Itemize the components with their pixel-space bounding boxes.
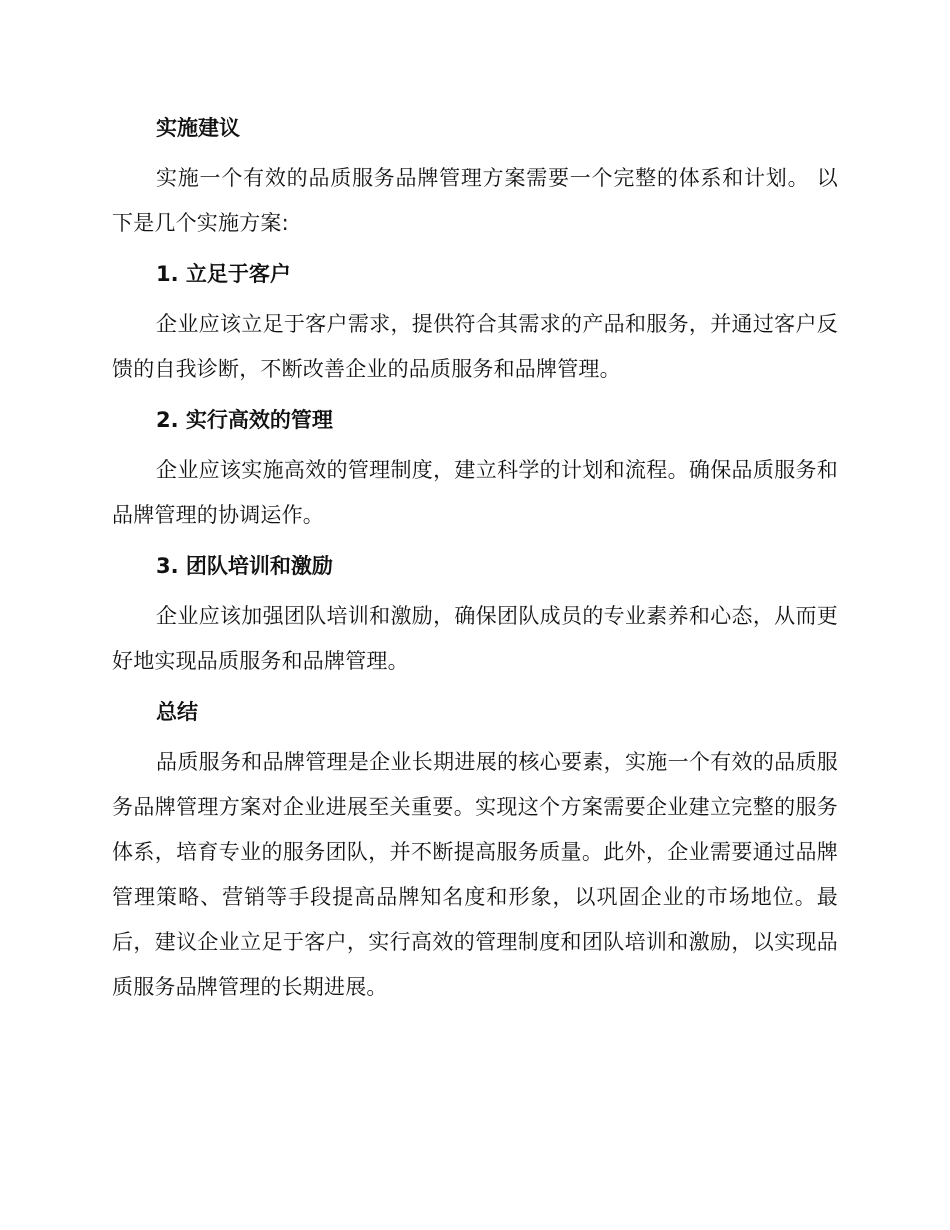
item-heading-customer: 1. 立足于客户 [156,262,291,286]
document-page [112,108,838,1010]
paragraph-implementation-intro: 实施一个有效的品质服务品牌管理方案需要一个完整的体系和计划。 以下是几个实施方案: [112,166,838,235]
paragraph-customer: 企业应该立足于客户需求，提供符合其需求的产品和服务，并通过客户反馈的自我诊断，不断改善企业的品质服务和品牌管理。 [112,312,838,381]
paragraph-summary: 品质服务和品牌管理是企业长期进展的核心要素，实施一个有效的品质服务品牌管理方案对企业进展至关重要。实现这个方案需要企业建立完整的服务体系，培育专业的服务团队，并不断提高服务质量。此外，企业需要通过品牌管理策略、营销等手段提高品牌知名度和形象，以巩固企业的市场地位。最后，建议企业立足于客户，实行高效的管理制度和团队培训和激励，以实现品质服务品牌管理的长期进展。 [112,750,838,999]
paragraph-team: 企业应该加强团队培训和激励，确保团队成员的专业素养和心态，从而更好地实现品质服务和品牌管理。 [112,604,838,673]
paragraph-management: 企业应该实施高效的管理制度，建立科学的计划和流程。确保品质服务和品牌管理的协调运作。 [112,458,838,527]
item-heading-team: 3. 团队培训和激励 [156,554,333,578]
section-heading-summary: 总结 [156,700,198,724]
item-heading-management: 2. 实行高效的管理 [156,408,333,432]
section-heading-implementation: 实施建议 [156,116,240,140]
